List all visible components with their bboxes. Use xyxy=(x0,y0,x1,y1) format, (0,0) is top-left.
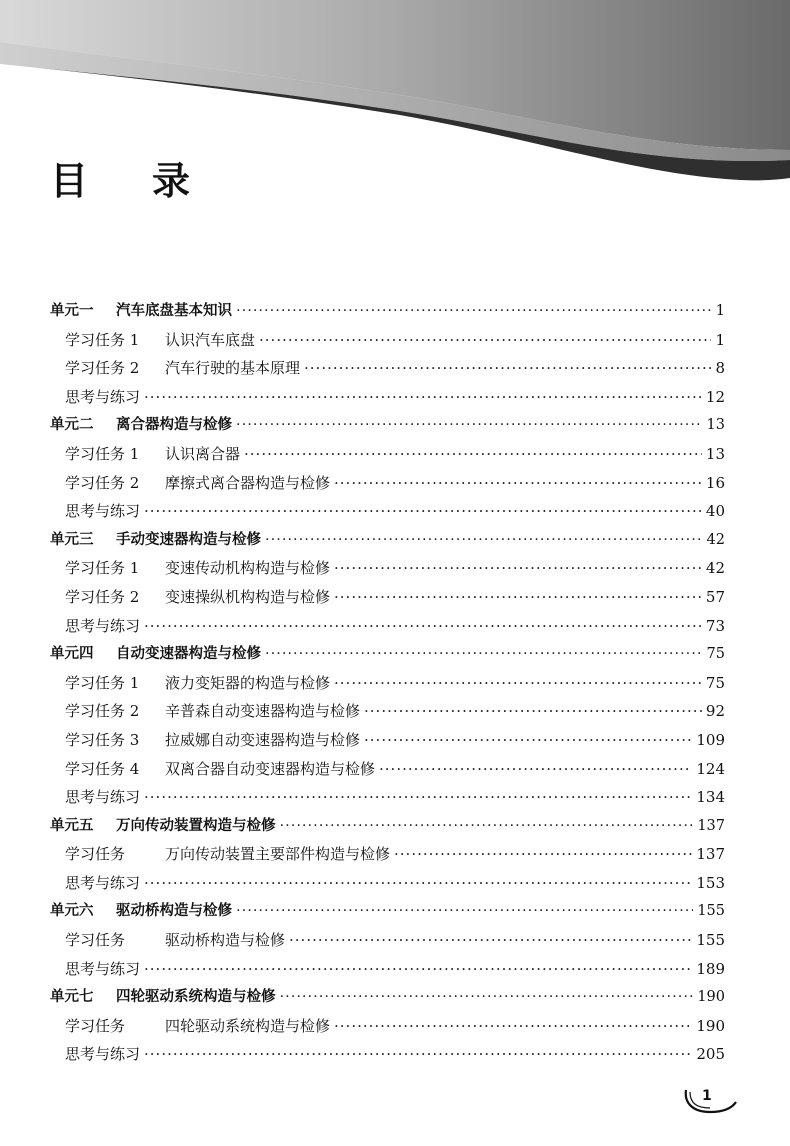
toc-leader-dots xyxy=(144,783,692,812)
toc-page-number: 75 xyxy=(706,646,725,663)
toc-leader-dots xyxy=(379,755,692,784)
toc-entry-row[interactable] xyxy=(50,612,725,641)
toc-entry-title: 万向传动装置构造与检修 xyxy=(116,817,276,834)
toc-page-number: 190 xyxy=(697,989,725,1006)
toc-entry-title: 离合器构造与检修 xyxy=(116,417,232,434)
toc-leader-dots xyxy=(334,1012,692,1041)
page-number: 1 xyxy=(702,1088,712,1104)
toc-page-number: 205 xyxy=(696,1045,725,1064)
title-char-1: 目 xyxy=(50,159,89,203)
toc-leader-dots xyxy=(289,926,692,955)
toc-entry-title: 手动变速器构造与检修 xyxy=(116,531,261,548)
toc-leader-dots xyxy=(364,726,692,755)
toc-leader-dots xyxy=(244,440,702,469)
toc-entry-number: 单元二 xyxy=(50,417,94,434)
toc-page-number: 189 xyxy=(696,959,725,978)
toc-entry-row[interactable] xyxy=(50,726,725,755)
toc-leader-dots xyxy=(144,869,692,898)
toc-page-number: 1 xyxy=(715,303,725,319)
toc-page-number: 42 xyxy=(706,531,725,548)
toc-entry-title: 自动变速器构造与检修 xyxy=(116,646,261,663)
toc-unit-row[interactable] xyxy=(50,983,725,1012)
toc-entry-row[interactable] xyxy=(50,1040,725,1069)
toc-page-number: 124 xyxy=(696,759,725,778)
toc-entry-number: 学习任务 1 xyxy=(65,673,140,692)
toc-page-number: 1 xyxy=(715,330,725,349)
toc-page-number: 13 xyxy=(705,444,725,463)
toc-entry-row[interactable] xyxy=(50,926,725,955)
toc-page-number: 8 xyxy=(715,359,725,378)
toc-page-number: 13 xyxy=(706,417,725,434)
toc-entry-title: 汽车行驶的基本原理 xyxy=(165,359,301,378)
toc-entry-title: 万向传动装置主要部件构造与检修 xyxy=(165,845,391,864)
toc-entry-number: 学习任务 xyxy=(65,931,126,950)
toc-entry-title: 驱动桥构造与检修 xyxy=(116,903,232,920)
toc-leader-dots xyxy=(304,354,711,383)
toc-entry-title: 变速传动机构构造与检修 xyxy=(165,559,331,578)
toc-leader-dots xyxy=(334,469,702,498)
toc-leader-dots xyxy=(144,612,702,641)
toc-entry-title: 思考与练习 xyxy=(65,788,141,807)
toc-leader-dots xyxy=(334,669,702,698)
toc-entry-title: 四轮驱动系统构造与检修 xyxy=(116,989,276,1006)
toc-entry-title: 思考与练习 xyxy=(65,387,141,406)
toc-page-number: 190 xyxy=(696,1016,725,1035)
toc-entry-title: 思考与练习 xyxy=(65,959,141,978)
toc-leader-dots xyxy=(144,383,702,412)
toc-leader-dots xyxy=(280,812,694,841)
toc-entry-number: 学习任务 1 xyxy=(65,330,140,349)
toc-leader-dots xyxy=(236,897,693,926)
toc-entry-title: 摩擦式离合器构造与检修 xyxy=(165,473,331,492)
toc-page-number: 57 xyxy=(705,587,725,606)
toc-entry-title: 认识汽车底盘 xyxy=(165,330,256,349)
toc-entry-number: 单元四 xyxy=(50,646,94,663)
toc-entry-row[interactable] xyxy=(50,383,725,412)
toc-entry-number: 学习任务 2 xyxy=(65,473,140,492)
toc-page-number: 137 xyxy=(697,817,725,834)
toc-entry-number: 学习任务 2 xyxy=(65,359,140,378)
toc-page-number: 153 xyxy=(696,873,725,892)
toc-page-number: 92 xyxy=(705,702,725,721)
toc-leader-dots xyxy=(334,554,702,583)
toc-leader-dots xyxy=(144,1040,692,1069)
toc-entry-number: 学习任务 xyxy=(65,845,126,864)
toc-unit-row[interactable] xyxy=(50,897,725,926)
toc-entry-row[interactable] xyxy=(50,697,725,726)
toc-entry-number: 学习任务 xyxy=(65,1016,126,1035)
toc-unit-row[interactable] xyxy=(50,526,725,555)
toc-entry-title: 汽车底盘基本知识 xyxy=(116,303,232,319)
toc-leader-dots xyxy=(280,983,694,1012)
toc-entry-row[interactable] xyxy=(50,755,725,784)
toc-entry-number: 单元六 xyxy=(50,903,94,920)
toc-entry-row[interactable] xyxy=(50,326,725,355)
toc-unit-row[interactable] xyxy=(50,411,725,440)
toc-page-number: 137 xyxy=(696,845,725,864)
toc-entry-number: 单元三 xyxy=(50,531,94,548)
toc-entry-title: 拉威娜自动变速器构造与检修 xyxy=(165,730,361,749)
toc-entry-row[interactable] xyxy=(50,554,725,583)
toc-entry-row[interactable] xyxy=(50,669,725,698)
toc-page-number: 75 xyxy=(705,673,725,692)
toc-unit-row[interactable] xyxy=(50,297,725,326)
toc-entry-row[interactable] xyxy=(50,354,725,383)
toc-entry-number: 学习任务 2 xyxy=(65,702,140,721)
toc-entry-number: 单元七 xyxy=(50,989,94,1006)
toc-entry-title: 思考与练习 xyxy=(65,616,141,635)
toc-entry-number: 单元五 xyxy=(50,817,94,834)
toc-entry-title: 思考与练习 xyxy=(65,873,141,892)
toc-entry-row[interactable] xyxy=(50,955,725,984)
toc-entry-row[interactable] xyxy=(50,469,725,498)
table-of-contents xyxy=(50,297,725,1069)
toc-entry-title: 四轮驱动系统构造与检修 xyxy=(165,1016,331,1035)
toc-leader-dots xyxy=(259,326,711,355)
toc-leader-dots xyxy=(334,583,702,612)
toc-entry-row[interactable] xyxy=(50,1012,725,1041)
toc-page-number: 109 xyxy=(696,730,725,749)
title-char-2: 录 xyxy=(152,159,191,203)
toc-leader-dots xyxy=(236,297,711,326)
toc-entry-title: 辛普森自动变速器构造与检修 xyxy=(165,702,361,721)
toc-page-number: 40 xyxy=(705,502,725,521)
toc-leader-dots xyxy=(236,411,703,440)
toc-page-number: 134 xyxy=(696,788,725,807)
toc-entry-number: 学习任务 2 xyxy=(65,587,140,606)
toc-page-number: 155 xyxy=(696,931,725,950)
toc-entry-number: 单元一 xyxy=(50,303,94,319)
toc-leader-dots xyxy=(265,526,703,555)
toc-entry-number: 学习任务 1 xyxy=(65,444,140,463)
toc-page-number: 12 xyxy=(705,387,725,406)
toc-entry-number: 学习任务 3 xyxy=(65,730,140,749)
toc-page-number: 42 xyxy=(705,559,725,578)
toc-entry-row[interactable] xyxy=(50,869,725,898)
toc-leader-dots xyxy=(364,697,702,726)
toc-entry-title: 认识离合器 xyxy=(165,444,241,463)
toc-leader-dots xyxy=(265,640,703,669)
toc-entry-title: 液力变矩器的构造与检修 xyxy=(165,673,331,692)
toc-entry-title: 思考与练习 xyxy=(65,1045,141,1064)
toc-unit-row[interactable] xyxy=(50,812,725,841)
toc-entry-number: 学习任务 1 xyxy=(65,559,140,578)
toc-entry-row[interactable] xyxy=(50,440,725,469)
toc-entry-title: 思考与练习 xyxy=(65,502,141,521)
toc-page-number: 73 xyxy=(705,616,725,635)
toc-entry-row[interactable] xyxy=(50,840,725,869)
page-title xyxy=(50,150,190,205)
toc-leader-dots xyxy=(144,955,692,984)
toc-entry-row[interactable] xyxy=(50,783,725,812)
toc-entry-row[interactable] xyxy=(50,497,725,526)
toc-page-number: 16 xyxy=(705,473,725,492)
toc-entry-title: 驱动桥构造与检修 xyxy=(165,931,286,950)
toc-page-number: 155 xyxy=(697,903,725,920)
toc-entry-number: 学习任务 4 xyxy=(65,759,140,778)
toc-entry-title: 变速操纵机构构造与检修 xyxy=(165,587,331,606)
toc-unit-row[interactable] xyxy=(50,640,725,669)
toc-leader-dots xyxy=(144,497,702,526)
toc-entry-row[interactable] xyxy=(50,583,725,612)
toc-leader-dots xyxy=(394,840,692,869)
toc-entry-title: 双离合器自动变速器构造与检修 xyxy=(165,759,376,778)
